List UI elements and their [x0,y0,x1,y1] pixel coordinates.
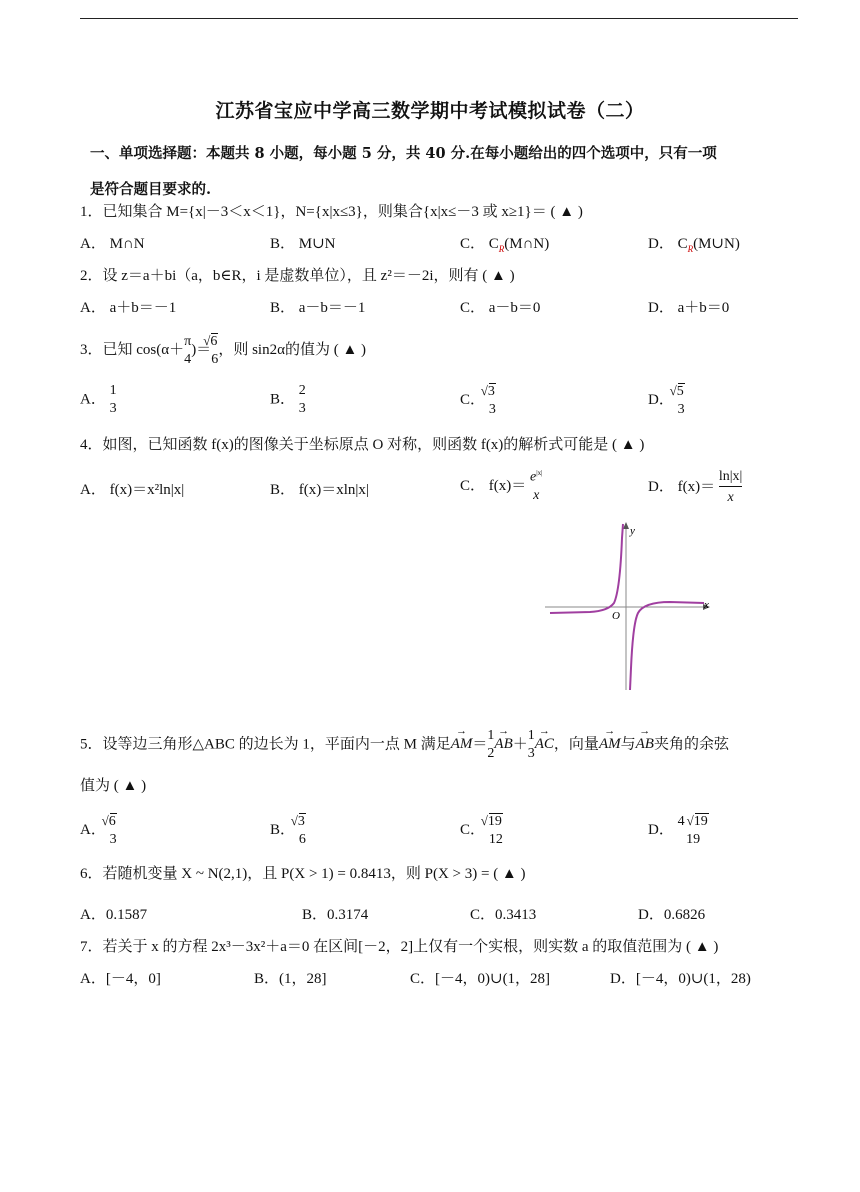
q1-stem: 1．已知集合 M={x|－3＜x＜1}，N={x|x≤3}，则集合{x|x≤－3 或 x≥1}＝ ( ▲ ) [80,204,583,220]
header-rule [80,18,798,19]
q1-c-prefix: C． C [460,236,499,252]
q5-c-label: C． [460,821,486,838]
q6-option-d: D．0.6826 [638,907,706,923]
q3-b-den: 3 [298,401,306,416]
q5-stem-post: 夹角的余弦 [653,736,729,753]
q3-d-num: √ 5 [678,383,685,399]
q4-stem: 4．如图，已知函数 f(x)的图像关于坐标原点 O 对称，则函数 f(x)的解析式可能是 ( ▲ ) [80,437,645,453]
curve-left-branch [550,524,623,613]
q5-vec-ac: → AC [535,736,554,753]
q5-c-den: 12 [488,832,503,847]
q3-pi: π [184,333,192,349]
q3-option-c [460,384,496,417]
q1-d-prefix: D． C [648,236,688,252]
q5-plus: ＋ [512,736,528,753]
q3-four: 4 [184,351,192,367]
q5-c-num: √ 19 [489,813,503,829]
q4-option-b: B． f(x)＝xln|x| [270,482,369,498]
q3-b-num: 2 [298,383,306,398]
q1-d-post: (M∪N) [693,236,740,252]
q5-d-den: 19 [686,832,701,847]
q3-stem-pre: 3．已知 cos(α＋ [80,341,185,358]
q3-c-label: C． [460,391,486,408]
q5-d-label: D． [648,821,674,838]
q6-stem: 6．若随机变量 X ~ N(2,1)，且 P(X > 1) = 0.8413，则 P(X > 3) = ( ▲ ) [80,866,526,882]
q1-c-sub: R [498,244,505,254]
q5-stem [80,729,729,761]
q5-half-num: 1 [487,728,495,743]
q3-d-label: D． [648,391,674,408]
q5-b-num: √ 3 [299,813,306,829]
y-axis-label: y [630,525,635,537]
q1-option-c [460,232,549,254]
q5-option-a [80,814,117,847]
q5-yu: 与 [620,736,636,753]
q7-option-b: B．(1，28] [254,971,327,987]
q5-half-den: 2 [487,746,495,761]
q3-c-num: √ 3 [489,383,496,399]
q1-option-a: A． M∩N [80,236,145,252]
q5-stem-mid: ，向量 [553,736,599,753]
q3-a-den: 3 [109,401,117,416]
q1-d-sub: R [687,244,694,254]
origin-label: O [612,610,620,622]
q3-b-label: B． [270,391,296,408]
q5-option-b [270,814,306,847]
q7-stem: 7．若关于 x 的方程 2x³－3x²＋a＝0 在区间[－2，2]上仅有一个实根，则实数 a 的取值范围为 ( ▲ ) [80,939,719,955]
q6-option-c: C．0.3413 [470,907,537,923]
q4-d-label: D． f(x)＝ [648,478,716,495]
q7-option-c: C．[－4，0)∪(1，28] [410,971,551,987]
y-axis-arrow-icon [623,522,629,529]
q5-eq: ＝ [472,736,488,753]
q5-third-num: 1 [527,728,535,743]
q6-option-b: B．0.3174 [302,907,369,923]
q4-c-label: C． f(x)＝ [460,477,527,494]
q5-b-den: 6 [298,832,306,847]
q5-d-num: √ 19 [695,813,709,829]
q4-d-num: ln|x| [719,470,743,487]
q3-a-num: 1 [109,383,117,398]
q5-vec-am: → AM [451,736,473,753]
q2-stem: 2．设 z＝a＋bi（a，b∈R，i 是虚数单位），且 z²＝－2i，则有 ( ▲ ) [80,268,515,284]
q5-option-d [648,814,709,847]
q5-b-label: B． [270,821,296,838]
q2-option-c: C． a－b＝0 [460,300,541,316]
q4-c-den: x [533,487,540,503]
q2-option-d: D． a＋b＝0 [648,300,730,316]
q5-d-coef: 4 [677,814,685,829]
q3-stem-post: ，则 sin2α的值为 ( ▲ ) [218,341,367,358]
q3-mid: )＝ [191,341,212,358]
q4-option-a: A． f(x)＝x²ln|x| [80,482,185,498]
q3-option-d [648,384,685,417]
q5-stem-pre: 5．设等边三角形△ABC 的边长为 1，平面内一点 M 满足 [80,736,451,753]
q6-option-a: A．0.1587 [80,907,148,923]
q5-a-den: 3 [109,832,117,847]
q2-option-a: A． a＋b＝－1 [80,300,177,316]
q5-stem-line2: 值为 ( ▲ ) [80,778,147,794]
q3-a-label: A． [80,391,106,408]
q1-option-b: B． M∪N [270,236,336,252]
q1-option-d [648,232,740,254]
q3-option-b [270,384,306,416]
curve-right-branch [630,602,704,690]
q3-d-den: 3 [677,402,685,417]
q3-c-den: 3 [488,402,496,417]
q4-d-den: x [727,490,734,505]
function-graph [540,518,720,698]
q5-vec-am-2: → AM [599,736,621,753]
x-axis-label: x [704,599,709,611]
q3-sqrt6: √ 6 [211,333,218,349]
q5-third-den: 3 [527,746,535,761]
q5-a-label: A． [80,821,106,838]
q3-six: 6 [211,352,219,367]
q1-c-post: (M∩N) [504,236,550,252]
q4-c-num: e [530,469,537,485]
q5-option-c [460,814,503,847]
q4-option-d [648,470,742,505]
section-heading-line1: 一、单项选择题：本题共 8 小题，每小题 5 分，共 40 分.在每小题给出的四个选项中，只有一项 [90,145,717,162]
q4-option-c [460,470,543,503]
q3-option-a [80,384,117,416]
exam-title: 江苏省宝应中学高三数学期中考试模拟试卷（二） [215,100,645,122]
q5-vec-ab-2: → AB [636,736,654,753]
q5-a-num: √ 6 [110,813,117,829]
q3-stem [80,334,366,367]
q4-c-sup: |x| [536,469,543,477]
q5-vec-ab: → AB [494,736,512,753]
section-heading-line2: 是符合题目要求的. [90,181,212,198]
q7-option-d: D．[－4，0)∪(1，28) [610,971,751,987]
q2-option-b: B． a－b＝－1 [270,300,366,316]
q7-option-a: A．[－4，0] [80,971,161,987]
